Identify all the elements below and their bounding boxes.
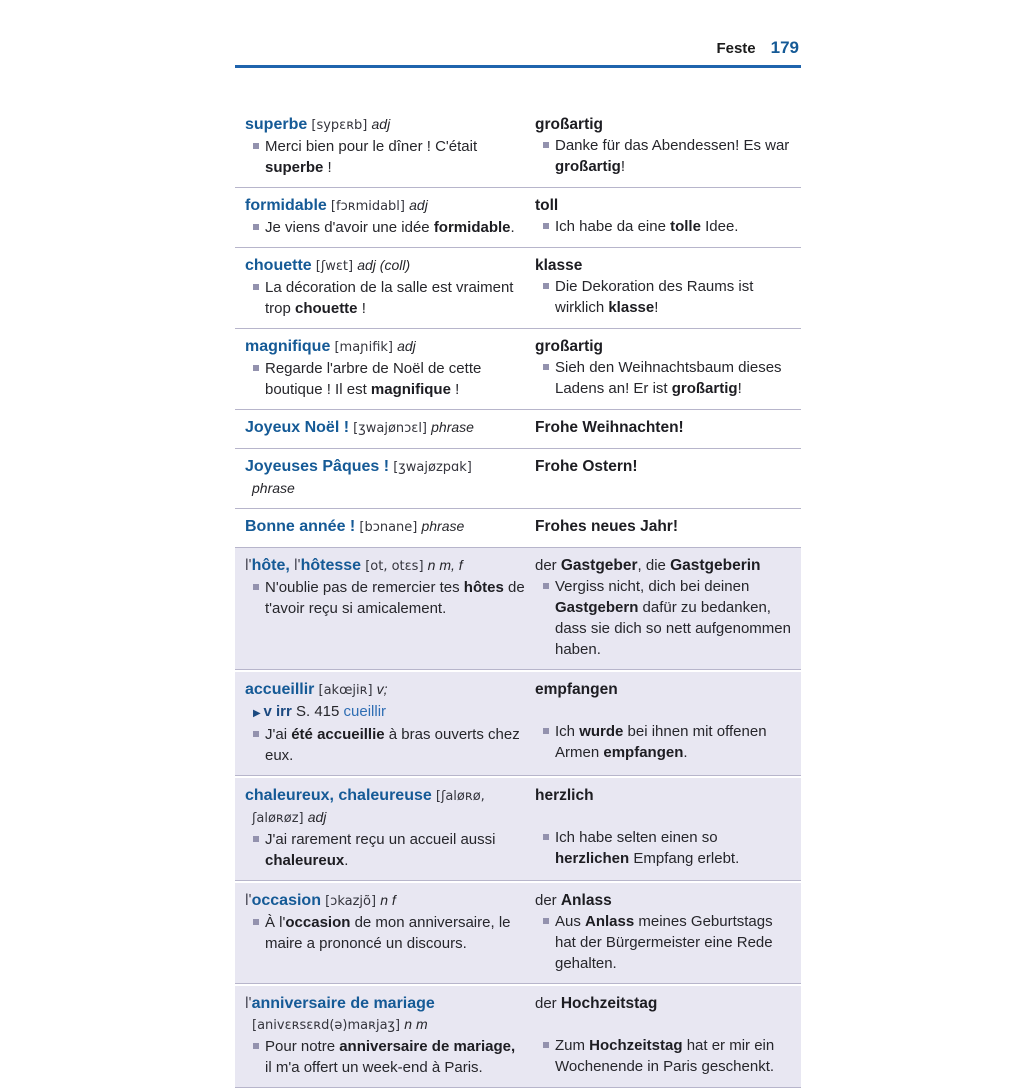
text: de t'avoir reçu si amicalement. (265, 579, 525, 617)
french-column (245, 195, 525, 238)
french-column (245, 417, 525, 439)
german-column (535, 417, 795, 439)
text: ! (357, 300, 366, 317)
french-column (245, 516, 525, 538)
german-column (535, 456, 795, 499)
phonetic-transcription: [ʃaløʀø, (431, 789, 485, 804)
text: Regarde l'arbre de Noël de cette boutique ! Il est (265, 360, 482, 398)
text: de mon anniversaire, le maire a prononcé un discours. (265, 914, 511, 952)
bullet-icon (253, 224, 259, 230)
example-line (535, 1035, 795, 1077)
text: bei ihnen mit offenen Armen (555, 723, 767, 761)
text: ! (450, 381, 460, 398)
german-column (535, 516, 795, 538)
german-column (535, 679, 795, 766)
bullet-icon (543, 283, 549, 289)
text: der (535, 557, 561, 574)
dictionary-entry (235, 329, 801, 410)
phonetic-transcription: [ʃwɛt] (311, 259, 358, 274)
bullet-icon (253, 1043, 259, 1049)
emphasis-text: Gastgeberin (670, 557, 761, 574)
phonetic-transcription: [ɔkazjõ] (320, 894, 381, 909)
example-line (535, 135, 795, 177)
headword-line (535, 555, 795, 576)
headword-line (535, 993, 795, 1014)
headword-line (245, 417, 525, 439)
bullet-icon (253, 365, 259, 371)
headword: formidable (245, 197, 327, 214)
dictionary-entry (235, 410, 801, 449)
bullet-icon (253, 919, 259, 925)
text: der (535, 892, 561, 909)
phonetic-transcription: ʃaløʀøz] (252, 811, 308, 826)
part-of-speech: n m (404, 1016, 428, 1032)
article-prefix: l' (245, 995, 252, 1012)
text: Pour notre (265, 1038, 340, 1055)
german-column (535, 993, 795, 1078)
emphasis-text: herzlich (535, 787, 594, 804)
dictionary-entry (235, 509, 801, 548)
headword-line (535, 456, 795, 477)
headword-line (245, 785, 525, 807)
text: N'oublie pas de remercier tes (265, 579, 464, 596)
bullet-icon (543, 583, 549, 589)
phonetic-transcription: [anivɛʀsɛʀd(ə)maʀjaʒ] (252, 1018, 405, 1033)
german-column (535, 195, 795, 238)
french-column (245, 456, 525, 499)
headword-line (245, 890, 525, 912)
bullet-icon (253, 731, 259, 737)
part-of-speech: phrase (252, 480, 295, 496)
phonetic-transcription: [sypɛʀb] (307, 118, 372, 133)
verb-irregular-tag: v irr (263, 703, 292, 720)
entries (235, 107, 801, 1088)
emphasis-text: empfangen (535, 681, 618, 698)
bullet-icon (543, 364, 549, 370)
headword: hôtesse (300, 557, 362, 574)
text: Je viens d'avoir une idée (265, 219, 434, 236)
part-of-speech: phrase (421, 518, 465, 534)
headword-line (245, 555, 525, 577)
part-of-speech: adj (371, 116, 391, 132)
emphasis-text: toll (535, 197, 559, 214)
headword-line (535, 336, 795, 357)
bullet-icon (543, 834, 549, 840)
dictionary-entry (235, 248, 801, 329)
page-header (235, 38, 801, 65)
part-of-speech: v; (376, 681, 388, 697)
grammar-note-line (245, 701, 525, 724)
headword: magnifique (245, 338, 331, 355)
headword-line (245, 679, 525, 701)
article-prefix: l' (245, 892, 252, 909)
bullet-icon (543, 728, 549, 734)
emphasis-text: Anlass (560, 892, 612, 909)
text: Vergiss nicht, dich bei deinen (555, 578, 750, 595)
headword-line (245, 456, 525, 478)
german-column (535, 255, 795, 319)
french-column (245, 993, 525, 1078)
article-prefix: l' (294, 557, 301, 574)
headword: Bonne année ! (245, 518, 356, 535)
example-line (245, 829, 525, 871)
text: hat er mir ein Wochenende in Paris geschenkt. (555, 1037, 775, 1075)
text: J'ai (265, 726, 292, 743)
text: dafür zu bedanken, dass sie dich so nett aufgenommen haben. (555, 599, 791, 658)
bullet-icon (543, 1042, 549, 1048)
text: Danke für das Abendessen! Es war (555, 137, 790, 154)
text: Sieh den Weihnachtsbaum dieses Ladens an! Er ist (555, 359, 782, 397)
german-column (535, 890, 795, 974)
french-column (245, 336, 525, 400)
headword-line (535, 255, 795, 276)
german-column (535, 555, 795, 660)
emphasis-text: klasse (535, 257, 583, 274)
part-of-speech: phrase (431, 419, 474, 435)
german-column (535, 336, 795, 400)
headword: Joyeux Noël ! (245, 419, 350, 436)
headword-line (245, 114, 525, 136)
example-line (535, 911, 795, 974)
example-line (245, 912, 525, 954)
part-of-speech: n f (380, 892, 396, 908)
phonetic-transcription: [ʒwajøzpɑk] (389, 460, 472, 475)
headword: anniversaire de mariage (251, 995, 435, 1012)
dictionary-entry (235, 188, 801, 248)
bullet-icon (253, 836, 259, 842)
bullet-icon (543, 223, 549, 229)
headword: chaleureux, chaleureuse (245, 787, 432, 804)
headword-line (245, 336, 525, 358)
headword-line (245, 993, 525, 1014)
headword: accueillir (245, 681, 315, 698)
text: . (344, 852, 349, 869)
text: Die Dekoration des Raums ist wirklich (555, 278, 754, 316)
text: meines Geburtstags hat der Bürgermeister eine Rede gehalten. (555, 913, 773, 972)
emphasis-text: Frohes neues Jahr! (535, 518, 678, 535)
emphasis-text: großartig (535, 338, 604, 355)
text: il m'a offert un week-end à Paris. (265, 1059, 483, 1076)
phonetic-transcription: [ʒwajønɔɛl] (349, 421, 432, 436)
example-line (245, 1036, 525, 1078)
dictionary-entry (235, 883, 801, 984)
dictionary-entry (235, 986, 801, 1088)
headword-line (245, 478, 525, 499)
example-line (245, 277, 525, 319)
text: der (535, 995, 561, 1012)
emphasis-text: tolle (670, 218, 701, 235)
headword-line (535, 785, 795, 806)
headword-line (535, 890, 795, 911)
bullet-icon (253, 284, 259, 290)
part-of-speech: adj (397, 338, 416, 354)
phonetic-transcription: [akœjiʀ] (314, 683, 377, 698)
phonetic-transcription: [bɔnane] (355, 520, 422, 535)
headword-line (535, 679, 795, 700)
part-of-speech: n m, f (427, 557, 463, 573)
part-of-speech: adj (409, 197, 428, 213)
text: Ich (555, 723, 580, 740)
emphasis-text: Frohe Ostern! (535, 458, 638, 475)
text: ! (737, 380, 742, 397)
dictionary-entry (235, 778, 801, 881)
example-line (245, 136, 525, 178)
text: à bras ouverts chez eux. (265, 726, 520, 764)
text: À l' (265, 914, 286, 931)
headword: hôte, (251, 557, 290, 574)
text: Zum (555, 1037, 590, 1054)
headword-line (245, 807, 525, 829)
emphasis-text: Hochzeitstag (560, 995, 658, 1012)
emphasis-text: großartig (555, 158, 621, 175)
text: . (683, 744, 688, 761)
text: ! (654, 299, 659, 316)
chapter-topic: Feste (716, 40, 756, 57)
header-rule (235, 65, 801, 68)
page-number: 179 (770, 38, 799, 57)
emphasis-text: wurde (579, 723, 624, 740)
emphasis-text: Frohe Weihnachten! (535, 419, 684, 436)
headword: chouette (245, 257, 312, 274)
french-column (245, 679, 525, 766)
dictionary-entry (235, 107, 801, 188)
headword-line (245, 1014, 525, 1036)
emphasis-text: formidable (433, 219, 511, 236)
french-column (245, 255, 525, 319)
emphasis-text: été accueillie (291, 726, 385, 743)
dictionary-page (235, 38, 801, 1090)
text: Aus (555, 913, 586, 930)
german-column (535, 785, 795, 871)
emphasis-text: chaleureux (265, 852, 345, 869)
example-line (535, 276, 795, 318)
example-line (245, 217, 525, 238)
example-line (245, 577, 525, 619)
headword-line (245, 195, 525, 217)
headword-line (245, 255, 525, 277)
emphasis-text: großartig (671, 380, 738, 397)
emphasis-text: klasse (608, 299, 655, 316)
text: Empfang erlebt. (629, 850, 740, 867)
phonetic-transcription: [ot, otɛs] (361, 559, 428, 574)
emphasis-text: chouette (295, 300, 358, 317)
emphasis-text: empfangen (603, 744, 684, 761)
dictionary-entry (235, 672, 801, 776)
example-line (535, 357, 795, 399)
headword-line (535, 516, 795, 537)
text: , die (637, 557, 671, 574)
example-line (535, 827, 795, 869)
headword: occasion (251, 892, 321, 909)
text: ! (620, 158, 626, 175)
bullet-icon (253, 143, 259, 149)
emphasis-text: herzlichen (555, 850, 630, 867)
emphasis-text: großartig (535, 116, 604, 133)
example-line (535, 721, 795, 763)
emphasis-text: Anlass (585, 913, 635, 930)
bullet-icon (543, 918, 549, 924)
example-line (245, 724, 525, 766)
emphasis-text: Hochzeitstag (589, 1037, 683, 1054)
emphasis-text: Gastgebern (555, 599, 639, 616)
headword-line (535, 195, 795, 216)
phonetic-transcription: [maɲifik] (330, 340, 398, 355)
bullet-icon (253, 584, 259, 590)
article-prefix: l' (245, 557, 252, 574)
dictionary-entry (235, 449, 801, 509)
emphasis-text: hôtes (463, 579, 504, 596)
emphasis-text: Gastgeber (560, 557, 638, 574)
text: . (510, 219, 515, 236)
dictionary-entry (235, 548, 801, 670)
headword: Joyeuses Pâques ! (245, 458, 390, 475)
german-column (535, 114, 795, 178)
cross-reference-link: cueillir (343, 703, 387, 720)
french-column (245, 890, 525, 974)
text: Ich habe selten einen so (555, 829, 718, 846)
text: Idee. (700, 218, 739, 235)
bullet-icon (543, 142, 549, 148)
headword-line (535, 417, 795, 438)
text: Ich habe da eine (555, 218, 671, 235)
headword-line (245, 516, 525, 538)
emphasis-text: magnifique (370, 381, 451, 398)
french-column (245, 555, 525, 660)
headword-line (535, 114, 795, 135)
emphasis-text: superbe (265, 159, 324, 176)
example-line (245, 358, 525, 400)
part-of-speech: adj (coll) (357, 257, 411, 273)
french-column (245, 785, 525, 871)
headword: superbe (245, 116, 308, 133)
text: ! (323, 159, 332, 176)
text: Merci bien pour le dîner ! C'était (265, 138, 478, 155)
french-column (245, 114, 525, 178)
text: S. 415 (291, 703, 344, 720)
example-line (535, 216, 795, 237)
example-line (535, 576, 795, 660)
triangle-marker-icon: ▶ (253, 708, 264, 719)
emphasis-text: anniversaire de mariage, (339, 1038, 516, 1055)
phonetic-transcription: [fɔʀmidabl] (326, 199, 410, 214)
part-of-speech: adj (307, 809, 327, 825)
emphasis-text: occasion (285, 914, 351, 931)
text: J'ai rarement reçu un accueil aussi (265, 831, 496, 848)
text: La décoration de la salle est vraiment trop (265, 279, 514, 317)
